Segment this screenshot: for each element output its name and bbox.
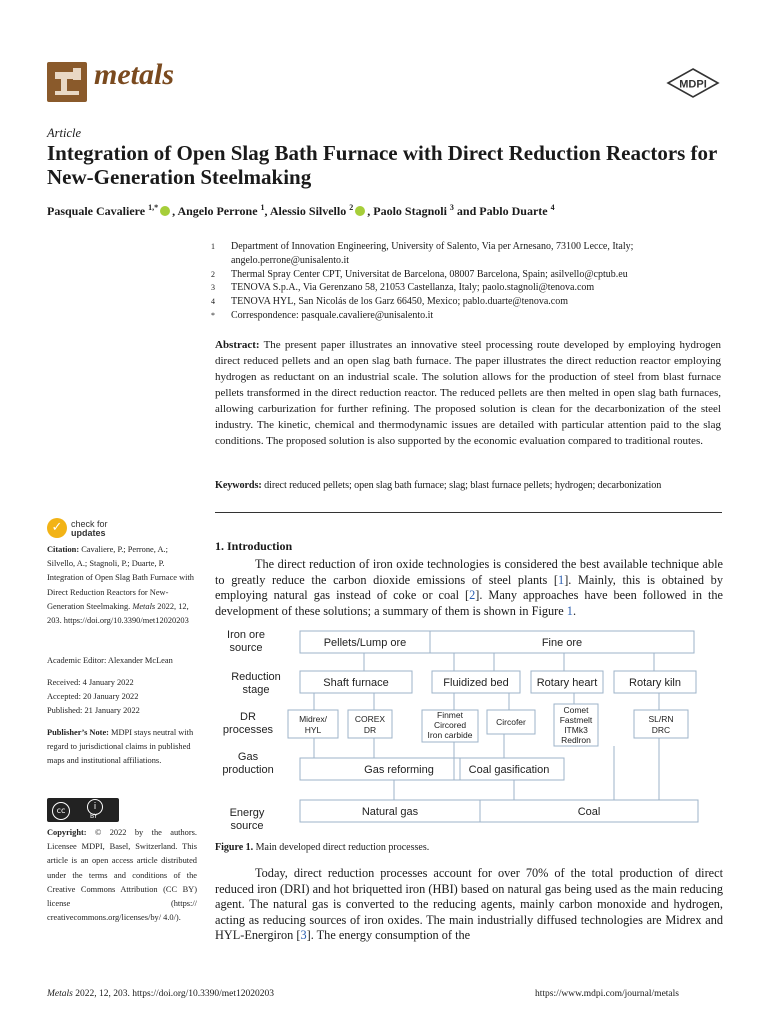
box-slrn	[648, 714, 673, 735]
orcid-icon[interactable]	[160, 206, 170, 216]
row-label-word: Gas	[237, 751, 259, 763]
author-affil-sup: 2	[349, 203, 354, 212]
affiliation-row	[211, 268, 731, 282]
paragraph-text: The direct reduction of iron oxide technologies is considered the best available technique able to greatly reduce the carbon dioxide emissions of steel plants [	[215, 557, 723, 587]
author-name[interactable]: Alessio Silvello	[269, 204, 347, 218]
affiliation-text: Thermal Spray Center CPT, Universitat de Barcelona, 08007 Barcelona, Spain; asilvello@cptub.eu	[231, 268, 628, 280]
box-finmet-line: Iron carbide	[427, 730, 473, 740]
orcid-icon[interactable]	[355, 206, 365, 216]
citation-text: Cavaliere, P.; Perrone, A.; Silvello, A.; Stagnoli, P.; Duarte, P. Integration of Open Slag Bath Furnace with Direct Reduction Reactors for New-Generation Steelmaking.	[47, 545, 194, 611]
box-finmet	[428, 710, 473, 740]
box-circofer: Circofer	[496, 717, 526, 727]
affiliation-text: Correspondence: pasquale.cavaliere@unisalento.it	[231, 309, 434, 321]
box-coal-gasification: Coal gasification	[468, 764, 550, 776]
box-natural-gas: Natural gas	[361, 806, 419, 818]
intro-paragraph-2	[215, 866, 723, 944]
box-finmet-line: Finmet	[437, 710, 463, 720]
affiliation-row	[211, 309, 731, 323]
author-affil-sup: 4	[550, 203, 555, 212]
keywords-label: Keywords:	[215, 480, 262, 491]
cc-icon: cc	[52, 802, 70, 820]
abstract	[215, 337, 721, 449]
affiliation-number: 2	[211, 269, 215, 279]
citation-link[interactable]: 2	[469, 588, 476, 603]
paragraph-text: ]. Mainly, this is obtained by employing natural gas instead of coke or coal [	[215, 572, 723, 603]
figure-caption	[215, 842, 429, 853]
citation-label: Citation:	[47, 545, 80, 554]
affiliation-row	[211, 295, 731, 309]
keywords-text: direct reduced pellets; open slag bath furnace; slag; blast furnace pellets; hydrogen; decarbonization	[264, 480, 662, 491]
footer-journal-url[interactable]: https://www.mdpi.com/journal/metals	[535, 989, 679, 999]
publishers-note	[47, 726, 197, 769]
check-updates-label-bold: updates	[71, 528, 106, 538]
box-comet-line: Comet	[563, 705, 589, 715]
paragraph-text: Today, direct reduction processes account for over 70% of the total production of direct reduced iron (DRI) and hot briquetted iron (HBI) based on natural gas being used as the main reducing agent. The natural gas is converted to the reducing agents, mainly carbon monoxide and hydrogen, acting as reducing sources of iron oxides. The main industrially diffused technologies are Midrex and HYL-Energiron [	[215, 866, 723, 943]
box-rotary-kiln: Rotary kiln	[629, 677, 681, 689]
citation-doi-link[interactable]: https://doi.org/10.3390/met12020203	[63, 616, 189, 626]
keywords	[215, 479, 721, 493]
row-label-word: Iron ore	[227, 629, 265, 641]
author-name[interactable]: Paolo Stagnoli	[373, 204, 447, 218]
check-for-updates-button[interactable]	[47, 518, 167, 540]
figure-link[interactable]: 1	[566, 603, 573, 618]
author-affil-sup: 1	[260, 203, 265, 212]
article-type: Article	[47, 126, 82, 140]
publishers-note-text: MDPI stays neutral with regard to jurisdictional claims in published maps and institutional affiliations.	[47, 728, 194, 766]
box-comet-line: ITMk3	[564, 725, 588, 735]
box-fine-ore: Fine ore	[541, 637, 583, 649]
journal-logo-icon	[47, 62, 87, 102]
box-midrex	[299, 714, 328, 735]
copyright-label: Copyright:	[47, 828, 87, 837]
mdpi-logo-text: MDPI	[679, 78, 707, 91]
row-label-energy	[230, 807, 265, 832]
citation-volume: 2022, 12, 203.	[47, 601, 189, 626]
date-published: Published: 21 January 2022	[47, 706, 140, 715]
author-name[interactable]: Pablo Duarte	[479, 204, 548, 218]
intro-paragraph-1	[215, 557, 723, 619]
affiliation-number: 1	[211, 242, 215, 251]
footer-journal: Metals	[47, 989, 73, 999]
cc-by-license-badge[interactable]	[47, 798, 119, 822]
citation-link[interactable]: 3	[300, 928, 307, 943]
check-updates-label: check for	[71, 519, 108, 529]
row-label-word: Energy	[229, 807, 265, 819]
box-corex	[355, 714, 386, 735]
row-label-word: source	[230, 820, 264, 832]
box-shaft-furnace: Shaft furnace	[323, 677, 389, 689]
box-slrn-line: DRC	[651, 725, 671, 735]
author-list: Pasquale Cavaliere $^{1,*}$ , Angelo Perrone $^1$, Alessio Silvello $^2$ , Paolo Stagnoli $^3$ and Pablo Duarte $^4$	[47, 203, 555, 218]
citation-link[interactable]: 1	[558, 572, 565, 587]
paragraph-text: .	[572, 603, 577, 618]
box-slrn-line: SL/RN	[648, 714, 674, 724]
footer-citation	[47, 989, 274, 999]
mdpi-logo[interactable]	[666, 68, 720, 98]
paragraph-text: ]. The energy consumption of the	[306, 928, 471, 943]
author-affil-sup: 1,*	[148, 203, 159, 212]
citation-block	[47, 543, 197, 628]
row-label-word: source	[229, 642, 263, 654]
row-label-gas	[222, 751, 273, 776]
affiliation-text: TENOVA HYL, San Nicolás de los Garz 66450, Mexico; pablo.duarte@tenova.com	[231, 296, 569, 308]
caption-label: Figure 1.	[215, 842, 254, 853]
abstract-text: The present paper illustrates an innovative steel processing route developed by employing hydrogen direct reduced pellets and an open slag bath furnace. The paper illustrates the direct reduction reactor employing hydrogen as reductant on an industrial scale. The solution allows for the production of steel from blast furnace pellets transformed in the direct reduction reactor. The reduced pellets are then melted in open slag bath furnaces, allowing carburization for further refining. The proposed solution is clean for the decarbonization of the steel industry. The kinetic, chemical and thermodynamic issues are detailed with particular attention paid to the slag conditions. The proposed solution is also supported by the economic evaluation compared to traditional routes.	[215, 339, 721, 447]
box-gas-reforming: Gas reforming	[364, 764, 434, 776]
affiliation-text: Department of Innovation Engineering, University of Salento, Via per Arnesano, 73100 Lecce, Italy; angelo.perrone@unisalento.it	[231, 241, 634, 266]
article-title: Integration of Open Slag Bath Furnace with Direct Reduction Reactors for New-Generation Steelmaking	[47, 141, 717, 189]
box-comet	[560, 705, 593, 745]
copyright-text: © 2022 by the authors. Licensee MDPI, Basel, Switzerland. This article is an open access article distributed under the terms and conditions of the Creative Commons Attribution (CC BY) license (https:// creativecommons.org/licenses/by/ 4.0/).	[47, 828, 198, 923]
box-finmet-line: Circored	[433, 720, 467, 730]
row-label-reduction	[231, 671, 281, 696]
section-divider	[215, 512, 722, 513]
box-rotary-heart: Rotary heart	[536, 677, 598, 689]
box-midrex-line: HYL	[304, 725, 322, 735]
box-comet-line: Redlron	[561, 735, 591, 745]
citation-journal: Metals	[132, 601, 156, 611]
affiliation-number: *	[211, 310, 215, 320]
row-label-word: stage	[242, 684, 270, 696]
box-fluidized-bed: Fluidized bed	[443, 677, 509, 689]
affiliation-number: 3	[211, 283, 215, 293]
check-icon: ✓	[47, 518, 67, 538]
journal-name[interactable]: metals	[94, 58, 174, 91]
academic-editor: Academic Editor: Alexander McLean	[47, 656, 173, 665]
author-name[interactable]: Pasquale Cavaliere	[47, 204, 146, 218]
box-corex-line: COREX	[354, 714, 386, 724]
affiliations	[211, 240, 731, 323]
date-accepted: Accepted: 20 January 2022	[47, 692, 139, 701]
date-received: Received: 4 January 2022	[47, 678, 134, 687]
copyright-block	[47, 826, 197, 925]
affiliation-text: TENOVA S.p.A., Via Gerenzano 58, 21053 Castellanza, Italy; paolo.stagnoli@tenova.com	[231, 282, 595, 294]
affiliation-row	[211, 281, 731, 295]
caption-text: Main developed direct reduction processes.	[255, 842, 430, 853]
affiliation-row	[211, 240, 731, 268]
row-label-word: Reduction	[231, 671, 281, 683]
row-label-word: DR	[240, 711, 256, 723]
affiliation-number: 4	[211, 297, 215, 307]
cc-by-label: BY	[90, 813, 98, 820]
box-pellets: Pellets/Lump ore	[323, 637, 407, 649]
box-coal: Coal	[577, 806, 601, 818]
footer-doi[interactable]: 2022, 12, 203. https://doi.org/10.3390/met12020203	[75, 989, 275, 999]
person-icon: i	[87, 799, 103, 815]
abstract-label: Abstract:	[215, 339, 260, 351]
box-comet-line: Fastmelt	[559, 715, 593, 725]
row-label-word: production	[222, 764, 274, 776]
figure-1-diagram	[214, 624, 728, 836]
publishers-note-label: Publisher’s Note:	[47, 728, 109, 737]
author-affil-sup: 3	[449, 203, 454, 212]
author-name[interactable]: Angelo Perrone	[177, 204, 258, 218]
row-label-iron-ore	[227, 629, 265, 654]
section-heading: 1. Introduction	[215, 539, 293, 553]
paragraph-text: ]. Many approaches have been followed in the development of these solutions; a summary of them is shown in Figure	[215, 588, 723, 618]
row-label-word: processes	[222, 724, 274, 736]
row-label-dr	[223, 711, 274, 736]
box-midrex-line: Midrex/	[299, 714, 327, 724]
box-corex-line: DR	[363, 725, 377, 735]
